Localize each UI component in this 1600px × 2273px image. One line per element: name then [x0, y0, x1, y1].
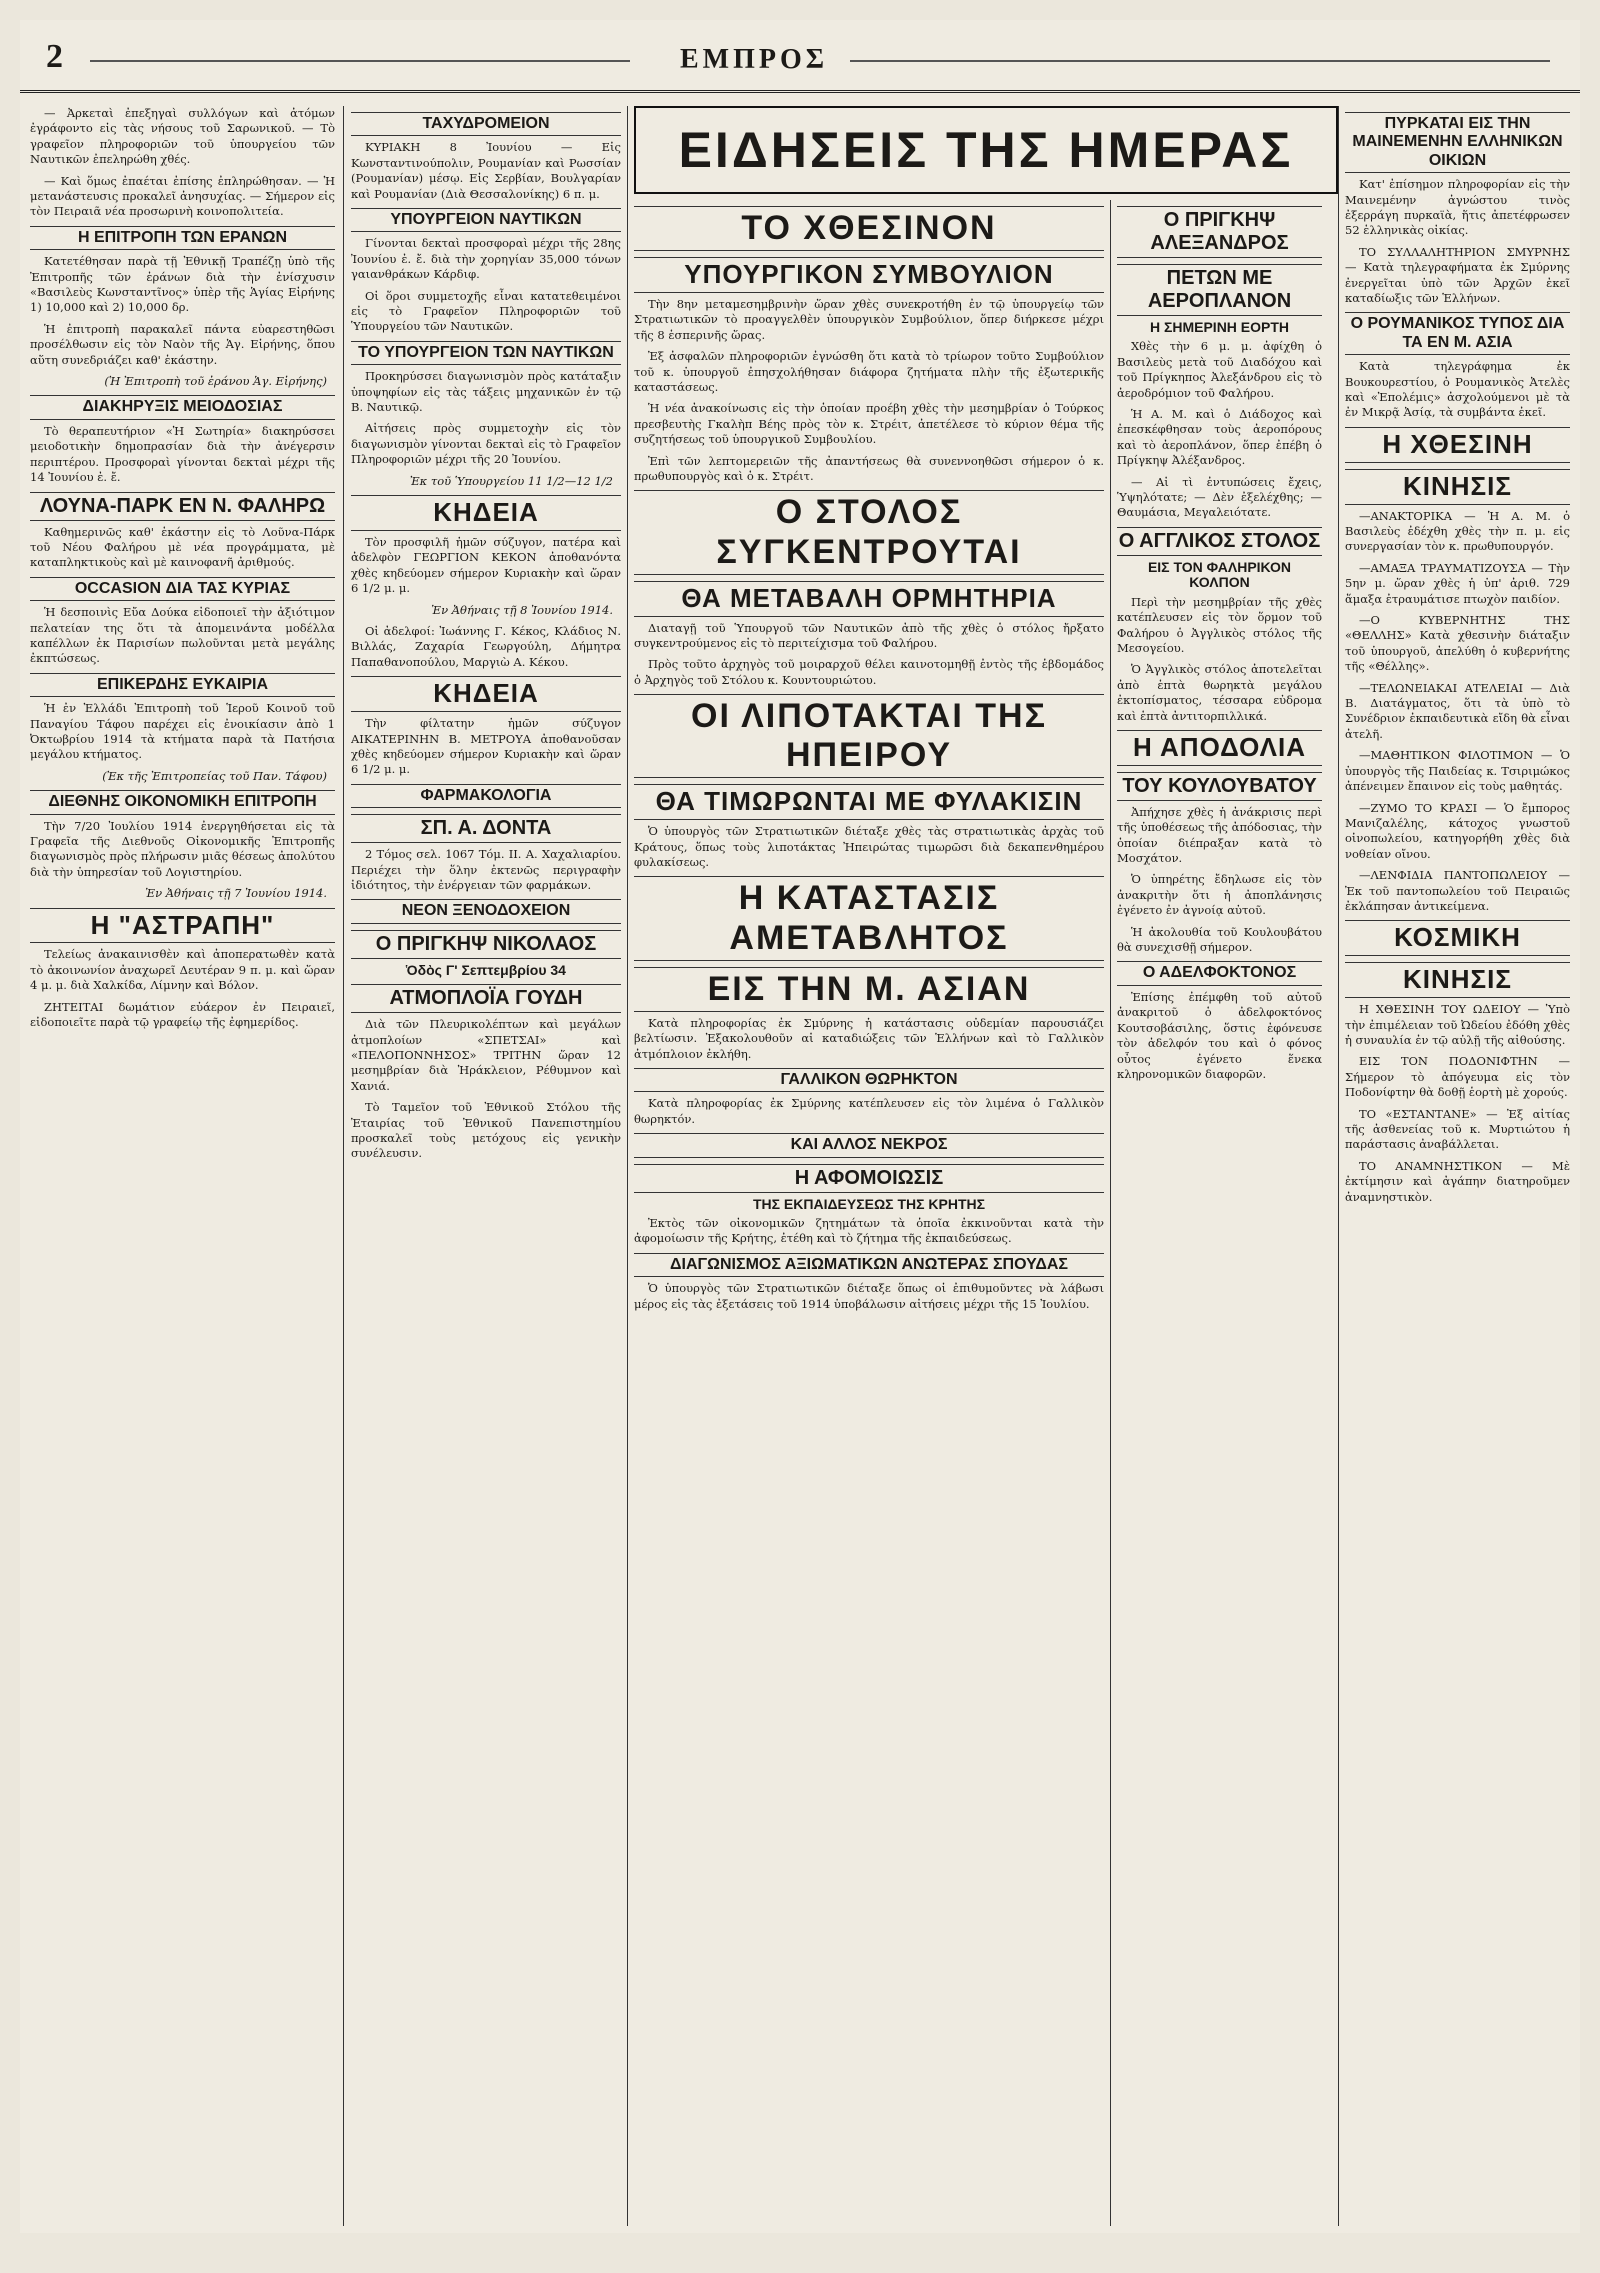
article-paragraph: — Αἱ τὶ ἐντυπώσεις ἔχεις, Ὑψηλότατε; — Δὲν ἐξελέχθης; — Θαυμάσια, Μεγαλειότατε.	[1117, 474, 1322, 520]
headline: ΘΑ ΜΕΤΑΒΑΛΗ ΟΡΜΗΤΗΡΙΑ	[634, 581, 1104, 617]
article-paragraph: Ἐπίσης ἐπέμφθη τοῦ αὐτοῦ ἀνακριτοῦ ὁ ἀδελφοκτόνος Κουτσοβάσιλης, ὅστις ἐφόνευσε τὸν ἀδελφόν του καὶ ὁ φόνος οὗτος ἐγένετο ἕνεκα κληρονομικῶν διαφορῶν.	[1117, 989, 1322, 1081]
article-paragraph: ΤΟ ΑΝΑΜΝΗΣΤΙΚΟΝ — Μὲ ἐκτίμησιν καὶ ἀγάπην διατηροῦμεν ἀναμνηστικὸν.	[1345, 1158, 1570, 1204]
article-paragraph: Τὸν προσφιλῆ ἡμῶν σύζυγον, πατέρα καὶ ἀδελφὸν ΓΕΩΡΓΙΟΝ ΚΕΚΟΝ ἀποθανόντα χθὲς κηδεύομεν σήμερον Κυριακὴν καὶ ὥραν 6 1/2 μ. μ.	[351, 534, 621, 596]
article-paragraph: ΤΟ ΣΥΛΛΑΛΗΤΗΡΙΟΝ ΣΜΥΡΝΗΣ — Κατὰ τηλεγραφήματα ἐκ Σμύρνης ἐνεργεῖται ὑπὸ τῶν Ἀρχῶν ἐκεῖ καταδίωξις τῶν Ἑλλήνων.	[1345, 244, 1570, 306]
article-paragraph: Τὴν φίλτατην ἡμῶν σύζυγον ΑΙΚΑΤΕΡΙΝΗΝ Β. ΜΕΤΡΟΥΑ ἀποθανοῦσαν χθὲς κηδεύομεν σήμερον Κυριακὴν καὶ ὥραν 6 1/2 μ. μ.	[351, 716, 621, 777]
headline: ΠΥΡΚΑΤΑΙ ΕΙΣ ΤΗΝ ΜΑΙΝΕΜΕΝΗΝ ΕΛΛΗΝΙΚΩΝ ΟΙΚΙΩΝ	[1345, 112, 1570, 173]
article-paragraph: — Ἀρκεταὶ ἐπεξηγαὶ συλλόγων καὶ ἀτόμων ἐγράφοντο εἰς τὰς νήσους τοῦ Σαρωνικοῦ. — Τὸ γραφεῖον πληροφοριῶν τοῦ ὑπουργείου τῶν Ναυτικῶν ἐπεληρώθη χθές.	[30, 106, 335, 167]
headline: ΟΙ ΛΙΠΟΤΑΚΤΑΙ ΤΗΣ ΗΠΕΙΡΟΥ	[634, 694, 1104, 778]
headline: ΠΕΤΩΝ ΜΕ ΑΕΡΟΠΛΑΝΟΝ	[1117, 264, 1322, 316]
headline: Η ΑΠΟΔΟΛΙΑ	[1117, 730, 1322, 766]
column-rule	[1338, 106, 1339, 2226]
article-paragraph: Ὁ Ἀγγλικὸς στόλος ἀποτελεῖται ἀπὸ ἑπτὰ θωρηκτὰ μεγάλου ἐκτοπίσματος, τέσσαρα εὐδρομα καὶ ἑπτὰ ἀντιτορπιλλικά.	[1117, 662, 1322, 723]
headline: ΤΟΥ ΚΟΥΛΟΥΒΑΤΟΥ	[1117, 772, 1322, 801]
headline: ΤΟ ΥΠΟΥΡΓΕΙΟΝ ΤΩΝ ΝΑΥΤΙΚΩΝ	[351, 341, 621, 365]
headline: Η ΚΑΤΑΣΤΑΣΙΣ ΑΜΕΤΑΒΛΗΤΟΣ	[634, 876, 1104, 960]
article-paragraph: Οἱ ὅροι συμμετοχῆς εἶναι κατατεθειμένοι εἰς τὸ Γραφεῖον Πληροφοριῶν τοῦ Ὑπουργείου τῶν Ναυτικῶν.	[351, 288, 621, 334]
headline: ΚΗΔΕΙΑ	[351, 495, 621, 531]
article-paragraph: —ΜΑΘΗΤΙΚΟΝ ΦΙΛΟΤΙΜΟΝ — Ὁ ὑπουργὸς τῆς Παιδείας κ. Τσιριμώκος ἀπένειμεν ἔπαινον εἰς τοὺς μαθητάς.	[1345, 748, 1570, 794]
article-paragraph: Ἐξ ἀσφαλῶν πληροφοριῶν ἐγνώσθη ὅτι κατὰ τὸ τρίωρον τοῦτο Συμβούλιον τοῦ κ. ὑπουργοῦ ἐπησχολήθησαν διάφορα ζητήματα πλὴν τῆς ἐξωτερικῆς καταστάσεως.	[634, 349, 1104, 395]
article-paragraph: Γίνονται δεκταὶ προσφοραὶ μέχρι τῆς 28ης Ἰουνίου ἐ. ἔ. διὰ τὴν χορηγίαν 35,000 τόνων γαιανθράκων Κάρδιφ.	[351, 236, 621, 282]
subheading: Ὁδὸς Γ' Σεπτεμβρίου 34	[406, 961, 566, 978]
headline: ΔΙΕΘΝΗΣ ΟΙΚΟΝΟΜΙΚΗ ΕΠΙΤΡΟΠΗ	[30, 790, 335, 814]
headline: Ο ΠΡΙΓΚΗΨ ΝΙΚΟΛΑΟΣ	[351, 930, 621, 959]
article-paragraph: —ΑΝΑΚΤΟΡΙΚΑ — Ἡ Α. Μ. ὁ Βασιλεὺς ἐδέχθη χθὲς τὴν π. μ. εἰς συνεργασίαν τὸν κ. πρωθυπουργόν.	[1345, 508, 1570, 554]
column-rule	[343, 106, 344, 2226]
headline: Η "ΑΣΤΡΑΠΗ"	[30, 908, 335, 944]
headline: ΦΑΡΜΑΚΟΛΟΓΙΑ	[351, 784, 621, 808]
article-paragraph: Πρὸς τοῦτο ἀρχηγὸς τοῦ μοιραρχοῦ θέλει καινοτομηθῇ ἐντὸς τῆς ἑβδομάδος ὁ Ἀρχηγὸς τοῦ Στόλου κ. Κουντουριώτου.	[634, 657, 1104, 687]
article-paragraph: —ΖΥΜΟ ΤΟ ΚΡΑΣΙ — Ὁ ἔμπορος Μανιζαλέλης, κάτοχος γνωστοῦ οἰνοπωλείου, κατηγορήθη χθὲς διὰ νοθείαν οἴνου.	[1345, 800, 1570, 861]
article-paragraph: Ἀπήχησε χθὲς ἡ ἀνάκρισις περὶ τῆς ὑποθέσεως τῆς ἀπόδοσιας, τὴν ὁποίαν διέπραξαν κατὰ τὸ Μοσχάτον.	[1117, 804, 1322, 866]
signature-line: Ἐκ τοῦ Ὑπουργείου 11 1/2—12 1/2	[409, 473, 613, 488]
headline: ΚΟΣΜΙΚΗ	[1345, 920, 1570, 956]
subheading: ΤΗΣ ΕΚΠΑΙΔΕΥΣΕΩΣ ΤΗΣ ΚΡΗΤΗΣ	[752, 1195, 986, 1212]
article-paragraph: Διαταγῇ τοῦ Ὑπουργοῦ τῶν Ναυτικῶν ἀπὸ τῆς χθὲς ὁ στόλος ἤρξατο συγκεντρούμενος εἰς τὸ περιτείχισμα τοῦ Φαλήρου.	[634, 620, 1104, 650]
article-paragraph: ΕΙΣ ΤΟΝ ΠΟΔΟΝΙΦΤΗΝ — Σήμερον τὸ ἀπόγευμα εἰς τὸν Ποδονίφτην θὰ δοθῇ ἑορτὴ μὲ χορούς.	[1345, 1054, 1570, 1100]
newspaper-page	[20, 20, 1580, 2233]
headline: ΔΙΑΚΗΡΥΞΙΣ ΜΕΙΟΔΟΣΙΑΣ	[30, 395, 335, 419]
article-paragraph: —Ο ΚΥΒΕΡΝΗΤΗΣ ΤΗΣ «ΘΕΛΛΗΣ» Κατὰ χθεσινὴν διάταξιν τοῦ ὑπουργοῦ, ἀπελύθη ὁ κυβερνήτης τῆς «Θέλλης».	[1345, 613, 1570, 674]
article-paragraph: Ἡ ἐν Ἑλλάδι Ἐπιτροπὴ τοῦ Ἱεροῦ Κοινοῦ τοῦ Παναγίου Τάφου παρέχει εἰς ἐνοικίασιν ἀπὸ 1 Ὀκτωβρίου 1914 τὰ κτήματα παρὰ τὰ Πατήσια μεγάλου κτήματος.	[30, 701, 335, 762]
article-paragraph: Χθὲς τὴν 6 μ. μ. ἀφίχθη ὁ Βασιλεὺς μετὰ τοῦ Διαδόχου καὶ τοῦ Πρίγκηπος Ἀλεξάνδρου εἰς τὸ ἀεροδρόμιον τοῦ Φαλήρου.	[1117, 339, 1322, 400]
column-5	[1345, 106, 1570, 2226]
article-paragraph: Ὁ ὑπουργὸς τῶν Στρατιωτικῶν διέταξε ὅπως οἱ ἐπιθυμοῦντες νὰ λάβωσι μέρος εἰς τὰς ἐξετάσεις τοῦ 1914 ὑποβάλωσιν αἰτήσεις μέχρι τῆς 15 Ἰουλίου.	[634, 1281, 1104, 1311]
headline: ΣΠ. Α. ΔΟΝΤΑ	[351, 814, 621, 843]
signature-line: Ἐν Ἀθήναις τῇ 8 Ἰουνίου 1914.	[431, 602, 613, 617]
article-paragraph: Τὸ θεραπευτήριον «Ἡ Σωτηρία» διακηρύσσει μειοδοτικὴν δημοπρασίαν διὰ τὴν ἀνέγερσιν περιπτέρου. Προσφοραὶ γίνονται δεκταὶ μέχρι τῆς 14 Ἰουνίου ἐ. ἔ.	[30, 423, 335, 485]
masthead-rule-left	[90, 60, 630, 62]
headline: ΝΕΟΝ ΞΕΝΟΔΟΧΕΙΟΝ	[351, 899, 621, 923]
article-paragraph: —ΤΕΛΩΝΕΙΑΚΑΙ ΑΤΕΛΕΙΑΙ — Διὰ Β. Διατάγματος, ὅτι τὰ ὑπὸ τὸ Συνέδριον ἐκπαιδευτικὰ εἴδη θὰ εἶναι ἀτελῆ.	[1345, 680, 1570, 741]
column-2	[351, 106, 621, 2226]
article-paragraph: Τὴν 7/20 Ἰουλίου 1914 ἐνεργηθήσεται εἰς τὰ Γραφεῖα τῆς Διεθνοῦς Οἰκονομικῆς Ἐπιτροπῆς διαγωνισμὸς πρὸς πλήρωσιν μιᾶς θέσεως ἀπολύτου διὰ τὴν ὑπηρεσίαν τοῦ Λογιστηρίου.	[30, 818, 335, 879]
headline: Η ΑΦΟΜΟΙΩΣΙΣ	[634, 1164, 1104, 1193]
headline: ΘΑ ΤΙΜΩΡΩΝΤΑΙ ΜΕ ΦΥΛΑΚΙΣΙΝ	[634, 784, 1104, 820]
article-paragraph: Τὴν 8ην μεταμεσημβρινὴν ὥραν χθὲς συνεκροτήθη ἐν τῷ ὑπουργείῳ τῶν Στρατιωτικῶν τὸ προαγγελθὲν ὑπουργικὸν Συμβούλιον, ὅπερ διήρκεσε μέχρι τῆς 8 ἑσπερινῆς ὥρας.	[634, 296, 1104, 342]
page-number: 2	[46, 38, 63, 75]
article-paragraph: Περὶ τὴν μεσημβρίαν τῆς χθὲς κατέπλευσεν εἰς τὸν ὅρμον τοῦ Φαλήρου ὁ Ἀγγλικὸς στόλος τῆς Μεσογείου.	[1117, 594, 1322, 655]
masthead-rule-right	[850, 60, 1550, 62]
headline: Η ΧΘΕΣΙΝΗ	[1345, 427, 1570, 463]
headline: ΔΙΑΓΩΝΙΣΜΟΣ ΑΞΙΩΜΑΤΙΚΩΝ ΑΝΩΤΕΡΑΣ ΣΠΟΥΔΑΣ	[634, 1253, 1104, 1277]
headline: Ο ΣΤΟΛΟΣ ΣΥΓΚΕΝΤΡΟΥΤΑΙ	[634, 490, 1104, 574]
article-paragraph: Ὁ ὑπηρέτης ἔδηλωσε εἰς τὸν ἀνακριτὴν ὅτι ἡ ἀποπλάνησις ἐγένετο ἐν ἀγνοίᾳ αὐτοῦ.	[1117, 872, 1322, 918]
paper-name: ΕΜΠΡΟΣ	[680, 44, 829, 75]
headline: ΓΑΛΛΙΚΟΝ ΘΩΡΗΚΤΟΝ	[634, 1068, 1104, 1092]
article-paragraph: Ἐπὶ τῶν λεπτομερειῶν τῆς ἀπαντήσεως θὰ συνεννοηθῶσι σήμερον ὁ κ. πρωθυπουργὸς καὶ ὁ κ. Στρέιτ.	[634, 453, 1104, 484]
article-paragraph: Η ΧΘΕΣΙΝΗ ΤΟΥ ΩΔΕΙΟΥ — Ὑπὸ τὴν ἐπιμέλειαν τοῦ Ὠδείου ἐδόθη χθὲς ἡ συναυλία ἐν τῷ αὐλῇ τῆς αἰθούσης.	[1345, 1002, 1570, 1047]
article-paragraph: Αἰτήσεις πρὸς συμμετοχὴν εἰς τὸν διαγωνισμὸν γίνονται δεκταὶ εἰς τὸ Γραφεῖον Πληροφοριῶν μέχρι τῆς 20 Ἰουνίου.	[351, 421, 621, 467]
signature-line: (Ἐκ τῆς Ἐπιτροπείας τοῦ Παν. Τάφου)	[102, 768, 327, 783]
article-paragraph: Ἡ ἐπιτροπὴ παρακαλεῖ πάντα εὐαρεστηθῶσι προσέλθωσιν εἰς τὸν Ναὸν τῆς Ἁγ. Εἰρήνης, ὅπου αὕτη συνεδριάζει καθ' ἑκάστην.	[30, 321, 335, 367]
headline: Η ΕΠΙΤΡΟΠΗ ΤΩΝ ΕΡΑΝΩΝ	[30, 226, 335, 250]
column-1	[30, 106, 335, 2226]
headline: ΚΗΔΕΙΑ	[351, 676, 621, 712]
article-paragraph: Κατετέθησαν παρὰ τῇ Ἐθνικῇ Τραπέζῃ ὑπὸ τῆς Ἐπιτροπῆς τῶν ἐράνων διὰ τὴν ἐνίσχυσιν «Βασιλεὺς Κωνσταντῖνος» ὑπὲρ τῆς Ἁγίας Εἰρήνης 1) 10,000 καὶ 2) 10,000 δρ.	[30, 254, 335, 315]
headline: ΤΑΧΥΔΡΟΜΕΙΟΝ	[351, 112, 621, 136]
article-paragraph: —ΑΜΑΞΑ ΤΡΑΥΜΑΤΙΖΟΥΣΑ — Τὴν 5ην μ. ὥραν χθὲς ἡ ὑπ' ἀριθ. 729 ἅμαξα ἐτραυμάτισε πτωχὸν παιδίον.	[1345, 560, 1570, 606]
headline: Ο ΑΓΓΛΙΚΟΣ ΣΤΟΛΟΣ	[1117, 527, 1322, 556]
article-paragraph: Διὰ τῶν Πλευρικολέπτων καὶ μεγάλων ἀτμοπλοίων «ΣΠΕΤΣΑΙ» καὶ «ΠΕΛΟΠΟΝΝΗΣΟΣ» ΤΡΙΤΗΝ ὥραν 12 μεσημβρίαν διὰ Ἡράκλειον, Ρέθυμνον καὶ Χανιά.	[351, 1017, 621, 1093]
article-paragraph: Ὁ ὑπουργὸς τῶν Στρατιωτικῶν διέταξε χθὲς τὰς στρατιωτικὰς ἀρχὰς τοῦ Κράτους, ὅπως τοὺς λιποτάκτας Ἠπειρώτας τιμωρῶσι διὰ δεκαπενθημέρου φυλακίσεως.	[634, 824, 1104, 870]
column-rule	[627, 106, 628, 2226]
column-rule	[1110, 200, 1111, 2226]
subheading: ΕΙΣ ΤΟΝ ΦΑΛΗΡΙΚΟΝ ΚΟΛΠΟΝ	[1147, 558, 1292, 591]
article-paragraph: Κατ' ἐπίσημον πληροφορίαν εἰς τὴν Μαινεμένην ἀγνώστου τινὸς ἐξερράγη πυρκαϊὰ, ἥτις ἀπετέφρωσεν 52 ἑλληνικὰς οἰκίας.	[1345, 177, 1570, 238]
signature-line: (Ἡ Ἐπιτροπὴ τοῦ ἐράνου Ἁγ. Εἰρήνης)	[104, 374, 327, 389]
article-paragraph: Ἐκτὸς τῶν οἰκονομικῶν ζητημάτων τὰ ὁποῖα ἐκκινοῦνται κατὰ τὴν ἀφομοίωσιν τῆς Κρήτης, ἐτέθη καὶ τὸ ζήτημα τῆς ἐκπαιδεύσεως.	[634, 1215, 1104, 1246]
headline: ΤΟ ΧΘΕΣΙΝΟΝ	[634, 206, 1104, 251]
article-paragraph: Κατὰ πληροφορίας ἐκ Σμύρνης κατέπλευσεν εἰς τὸν λιμένα ὁ Γαλλικὸν θωρηκτόν.	[634, 1096, 1104, 1126]
headline: Ο ΡΟΥΜΑΝΙΚΟΣ ΤΥΠΟΣ ΔΙΑ ΤΑ ΕΝ Μ. ΑΣΙΑ	[1345, 312, 1570, 355]
headline: ΛΟΥΝΑ-ΠΑΡΚ ΕΝ Ν. ΦΑΛΗΡΩ	[30, 492, 335, 521]
article-paragraph: Τελείως ἀνακαινισθὲν καὶ ἀποπερατωθὲν κατὰ τὸ ἀκοινωνίον ἀναχωρεῖ Δευτέραν 9 π. μ. καὶ ὥραν 4 μ. μ. διὰ Χαλκίδα, Λίμνην καὶ Βόλον.	[30, 947, 335, 993]
headline: ΥΠΟΥΡΓΕΙΟΝ ΝΑΥΤΙΚΩΝ	[351, 208, 621, 232]
headline: OCCASION ΔΙΑ ΤΑΣ ΚΥΡΙΑΣ	[30, 577, 335, 601]
article-paragraph: ΤΟ «ΕΣΤΑΝΤΑΝΕ» — Ἐξ αἰτίας τῆς ἀσθενείας τοῦ κ. Μυρτιώτου ἡ παράστασις ἀναβάλλεται.	[1345, 1106, 1570, 1152]
headline: ΚΑΙ ΑΛΛΟΣ ΝΕΚΡΟΣ	[634, 1133, 1104, 1157]
article-paragraph: 2 Τόμος σελ. 1067 Τόμ. ΙΙ. Α. Χαχαλιαρίου. Περιέχει τὴν ὅλην ἐκτενῶς περιγραφὴν ἰδιότητος, τὴν ἐνέργειαν τῶν φαρμάκων.	[351, 847, 621, 892]
article-paragraph: Ἡ Α. Μ. καὶ ὁ Διάδοχος καὶ ἐπεσκέφθησαν τοὺς ἀεροπόρους καὶ τὸ ἀεροπλάνον, ὅπερ ἐπέβη ὁ Πρίγκηψ Ἀλέξανδρος.	[1117, 407, 1322, 468]
signature-line: Ἐν Ἀθήναις τῇ 7 Ἰουνίου 1914.	[145, 886, 327, 901]
headline: ΑΤΜΟΠΛΟΪΑ ΓΟΥΔΗ	[351, 984, 621, 1013]
article-paragraph: ΖΗΤΕΙΤΑΙ δωμάτιον εὐάερον ἐν Πειραιεῖ, εἰδοποιεῖτε παρὰ τῷ γραφείῳ τῆς ἐφημερίδος.	[30, 999, 335, 1030]
article-paragraph: Κατὰ πληροφορίας ἐκ Σμύρνης ἡ κατάστασις οὐδεμίαν παρουσιάζει βελτίωσιν. Ἐξακολουθοῦν αἱ καταδιώξεις τῶν Ἑλλήνων καὶ τὸ Γαλλικὸν ἀτμόπλοιον ἐκλήθη.	[634, 1015, 1104, 1061]
column-4	[1117, 200, 1322, 2226]
column-3	[634, 200, 1104, 2226]
article-paragraph: Ἡ ἀκολουθία τοῦ Κουλουβάτου θὰ συνεχισθῇ σήμερον.	[1117, 924, 1322, 955]
article-paragraph: Ἡ νέα ἀνακοίνωσις εἰς τὴν ὁποίαν προέβη χθὲς τὴν μεσημβρίαν ὁ Τούρκος πρεσβευτὴς Γκαλὴπ Βέης πρὸς τὸν κ. Στρέιτ, ἀπετέλεσε τὸ κύριον θέμα τῆς συζητήσεως τοῦ ὑπουργικοῦ Συμβουλίου.	[634, 401, 1104, 447]
article-paragraph: Κατὰ τηλεγράφημα ἐκ Βουκουρεστίου, ὁ Ρουμανικὸς Ἀτελὲς καὶ «Ἐπολέμις» ἀσχολούμενοι μὲ τὰ ἐν Μικρᾷ Ἀσίᾳ, τὰ συμβάντα ἐκεῖ.	[1345, 359, 1570, 420]
headline: ΚΙΝΗΣΙΣ	[1345, 469, 1570, 505]
article-paragraph: — Καὶ ὅμως ἐπαέται ἐπίσης ἐπληρώθησαν. — Ἡ μετανάστευσις προκαλεῖ ἀνησυχίας. — Σήμερον εἰς τὸν Πειραιᾶ νέα προσωρινὴ κοινοπολιτεία.	[30, 173, 335, 219]
article-paragraph: Καθημερινῶς καθ' ἑκάστην εἰς τὸ Λοῦνα-Πάρκ τοῦ Νέου Φαλήρου μὲ νέα προγράμματα, μὲ καταπληκτικοὺς καὶ μὲ καινοφανῆ ἀριθμούς.	[30, 524, 335, 570]
headline: Ο ΠΡΙΓΚΗΨ ΑΛΕΞΑΝΔΡΟΣ	[1117, 206, 1322, 258]
article-paragraph: —ΛΕΝΦΙΔΙΑ ΠΑΝΤΟΠΩΛΕΙΟΥ — Ἐκ τοῦ παντοπωλείου τοῦ Πειραιῶς ἐκλάπησαν ἀντικείμενα.	[1345, 868, 1570, 913]
headline: Ο ΑΔΕΛΦΟΚΤΟΝΟΣ	[1117, 961, 1322, 985]
article-paragraph: Οἱ ἀδελφοί: Ἰωάννης Γ. Κέκος, Κλάδιος Ν. Βιλλάς, Ζαχαρία Γεωργούλη, Δήμητρα Παπαθανοπούλου, Μαργιὼ Α. Κέκου.	[351, 624, 621, 669]
headline: ΕΙΣ ΤΗΝ Μ. ΑΣΙΑΝ	[634, 967, 1104, 1012]
masthead	[20, 20, 1580, 93]
subheading: Η ΣΗΜΕΡΙΝΗ ΕΟΡΤΗ	[1149, 319, 1290, 335]
article-paragraph: Ἡ δεσποινὶς Εὔα Δούκα εἰδοποιεῖ τὴν ἀξιότιμον πελατείαν της ὅτι τὰ ἀπομεινάντα μοδέλλα καπέλλων ἐκ Παρισίων πωλοῦνται μετὰ μεγάλης ἐκπτώσεως.	[30, 605, 335, 666]
headline: ΕΠΙΚΕΡΔΗΣ ΕΥΚΑΙΡΙΑ	[30, 673, 335, 697]
article-paragraph: Τὸ Ταμεῖον τοῦ Ἐθνικοῦ Στόλου τῆς Ἐταιρίας τοῦ Ἐθνικοῦ Πανεπιστημίου προσκαλεῖ τοὺς μετόχους εἰς γενικὴν συνέλευσιν.	[351, 1100, 621, 1161]
headline: ΚΙΝΗΣΙΣ	[1345, 962, 1570, 998]
headline: ΥΠΟΥΡΓΙΚΟΝ ΣΥΜΒΟΥΛΙΟΝ	[634, 257, 1104, 293]
article-paragraph: Προκηρύσσει διαγωνισμὸν πρὸς κατάταξιν ὑποψηφίων εἰς τὰς τάξεις μηχανικῶν ἐν τῷ Β. Ναυτικῷ.	[351, 369, 621, 415]
daily-news-banner: ΕΙΔΗΣΕΙΣ ΤΗΣ ΗΜΕΡΑΣ	[634, 106, 1338, 194]
article-paragraph: ΚΥΡΙΑΚΗ 8 Ἰουνίου — Εἰς Κωνσταντινούπολιν, Ρουμανίαν καὶ Ρωσσίαν (Ρουμανίαν) μέσῳ. Εἰς Σερβίαν, Βουλγαρίαν καὶ Ρουμανίαν (Διὰ Θεσσαλονίκης) 6 π. μ.	[351, 140, 621, 201]
